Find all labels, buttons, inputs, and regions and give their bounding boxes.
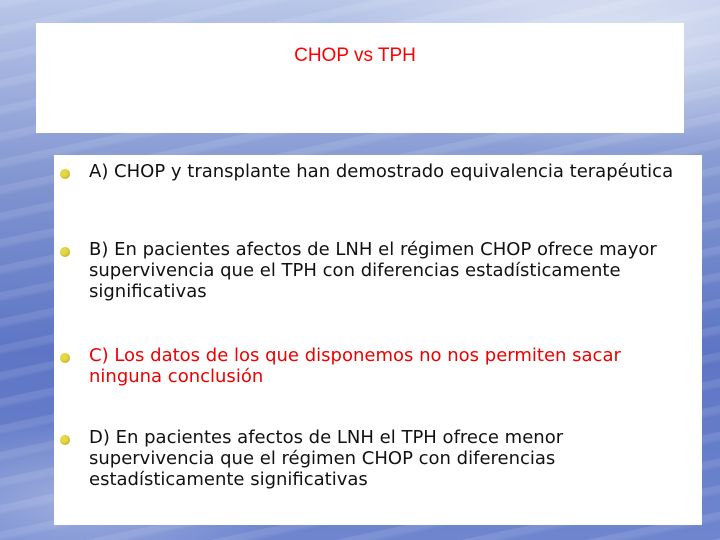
bullet-dot-icon: [60, 247, 70, 257]
bullet-dot-icon: [60, 353, 70, 363]
slide-title: CHOP vs TPH: [294, 45, 416, 66]
option-b-text: B) En pacientes afectos de LNH el régimen CHOP ofrece mayor supervivencia que el TPH con diferencias estadísticamente significativas: [89, 239, 657, 302]
option-c-text: C) Los datos de los que disponemos no nos permiten sacar ninguna conclusión: [89, 345, 621, 387]
option-d-text: D) En pacientes afectos de LNH el TPH ofrece menor supervivencia que el régimen CHOP con diferencias estadísticamente significativas: [89, 427, 564, 490]
bullet-dot-icon: [60, 435, 70, 445]
slide-title-box: [36, 23, 684, 133]
option-a-text: A) CHOP y transplante han demostrado equivalencia terapéutica: [89, 161, 674, 182]
slide-content-box: [54, 155, 702, 525]
bullet-dot-icon: [60, 169, 70, 179]
